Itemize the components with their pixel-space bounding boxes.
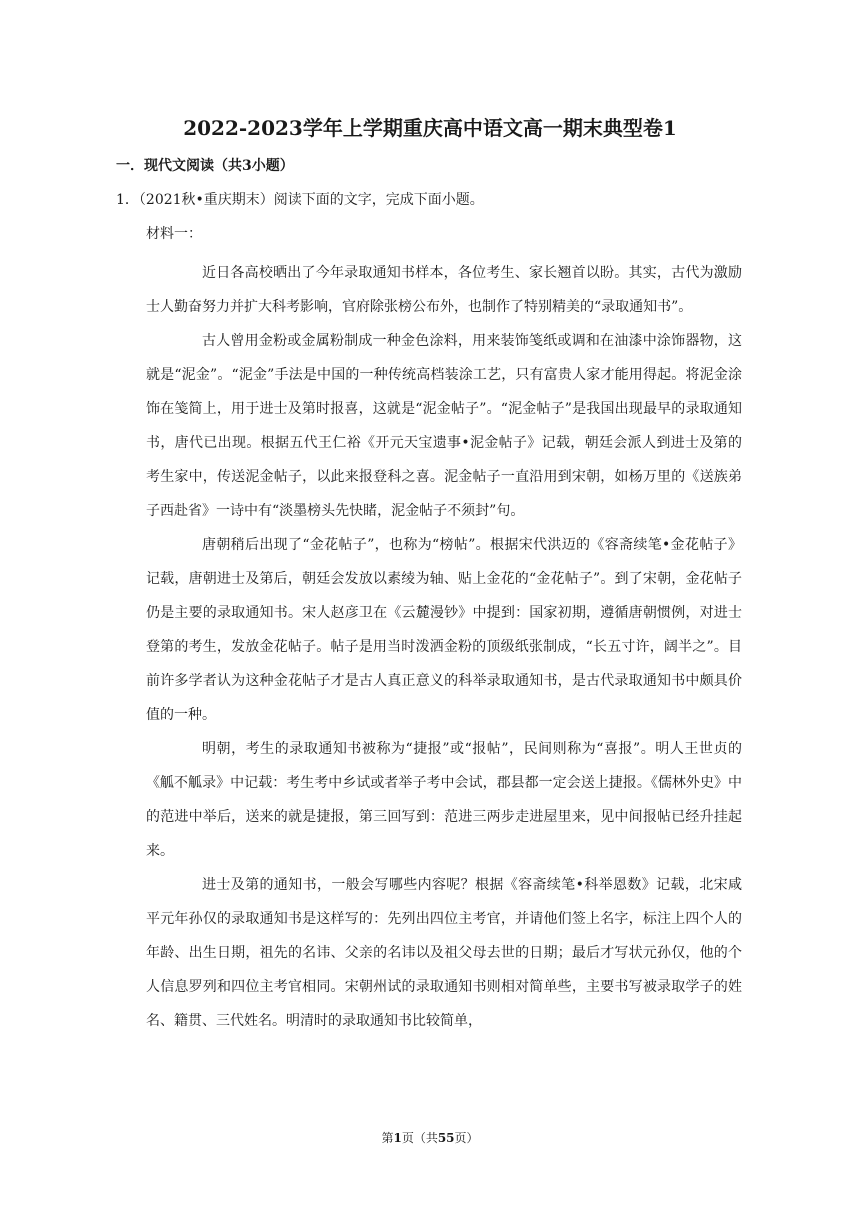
article-body xyxy=(146,256,742,1038)
document-title: 2022-2023学年上学期重庆高中语文高一期末典型卷1 xyxy=(183,116,677,140)
section-heading: 一．现代文阅读（共3小题） xyxy=(116,158,294,174)
paragraph: 明朝，考生的录取通知书被称为“捷报”或“报帖”，民间则称为“喜报”。明人王世贞的《觚不觚录》中记载：考生考中乡试或者举子考中会试，郡县都一定会送上捷报。《儒林外史》中的范进中举后，送来的就是捷报，第三回写到：范进三两步走进屋里来，见中间报帖已经升挂起来。 xyxy=(146,741,742,859)
paragraph: 进士及第的通知书，一般会写哪些内容呢？根据《容斋续笔•科举恩数》记载，北宋咸平元年孙仅的录取通知书是这样写的：先列出四位主考官，并请他们签上名字，标注上四个人的年龄、出生日期，祖先的名讳、父亲的名讳以及祖父母去世的日期；最后才写状元孙仅，他的个人信息罗列和四位主考官相同。宋朝州试的录取通知书则相对简单些，主要书写被录取学子的姓名、籍贯、三代姓名。明清时的录取通知书比较简单， xyxy=(146,877,742,1029)
footer-current-page: 1 xyxy=(393,1131,402,1145)
question-intro: 1．（2021秋•重庆期末）阅读下面的文字，完成下面小题。 xyxy=(116,192,484,208)
footer-total-pages: 55 xyxy=(437,1131,455,1145)
paragraph: 古人曾用金粉或金属粉制成一种金色涂料，用来装饰笺纸或调和在油漆中涂饰器物，这就是“泥金”。“泥金”手法是中国的一种传统高档装涂工艺，只有富贵人家才能用得起。将泥金涂饰在笺简上，用于进士及第时报喜，这就是“泥金帖子”。“泥金帖子”是我国出现最早的录取通知书，唐代已出现。根据五代王仁裕《开元天宝遗事•泥金帖子》记载，朝廷会派人到进士及第的考生家中，传送泥金帖子，以此来报登科之喜。泥金帖子一直沿用到宋朝，如杨万里的《送族弟子西赴省》一诗中有“淡墨榜头先快睹，泥金帖子不须封”句。 xyxy=(146,333,742,519)
footer-prefix: 第 xyxy=(381,1131,394,1145)
page-footer xyxy=(0,1128,860,1148)
paragraph: 近日各高校晒出了今年录取通知书样本，各位考生、家长翘首以盼。其实，古代为激励士人勤奋努力并扩大科考影响，官府除张榜公布外，也制作了特别精美的“录取通知书”。 xyxy=(146,265,742,315)
paragraph: 唐朝稍后出现了“金花帖子”，也称为“榜帖”。根据宋代洪迈的《容斋续笔•金花帖子》记载，唐朝进士及第后，朝廷会发放以素绫为轴、贴上金花的“金花帖子”。到了宋朝，金花帖子仍是主要的录取通知书。宋人赵彦卫在《云麓漫钞》中提到：国家初期，遵循唐朝惯例，对进士登第的考生，发放金花帖子。帖子是用当时泼洒金粉的顶级纸张制成，“长五寸许，阔半之”。目前许多学者认为这种金花帖子才是古人真正意义的科举录取通知书，是古代录取通知书中颇具价值的一种。 xyxy=(146,537,742,723)
footer-suffix: 页） xyxy=(454,1131,479,1145)
footer-middle: 页（共 xyxy=(401,1131,438,1145)
material-label: 材料一： xyxy=(146,226,202,242)
